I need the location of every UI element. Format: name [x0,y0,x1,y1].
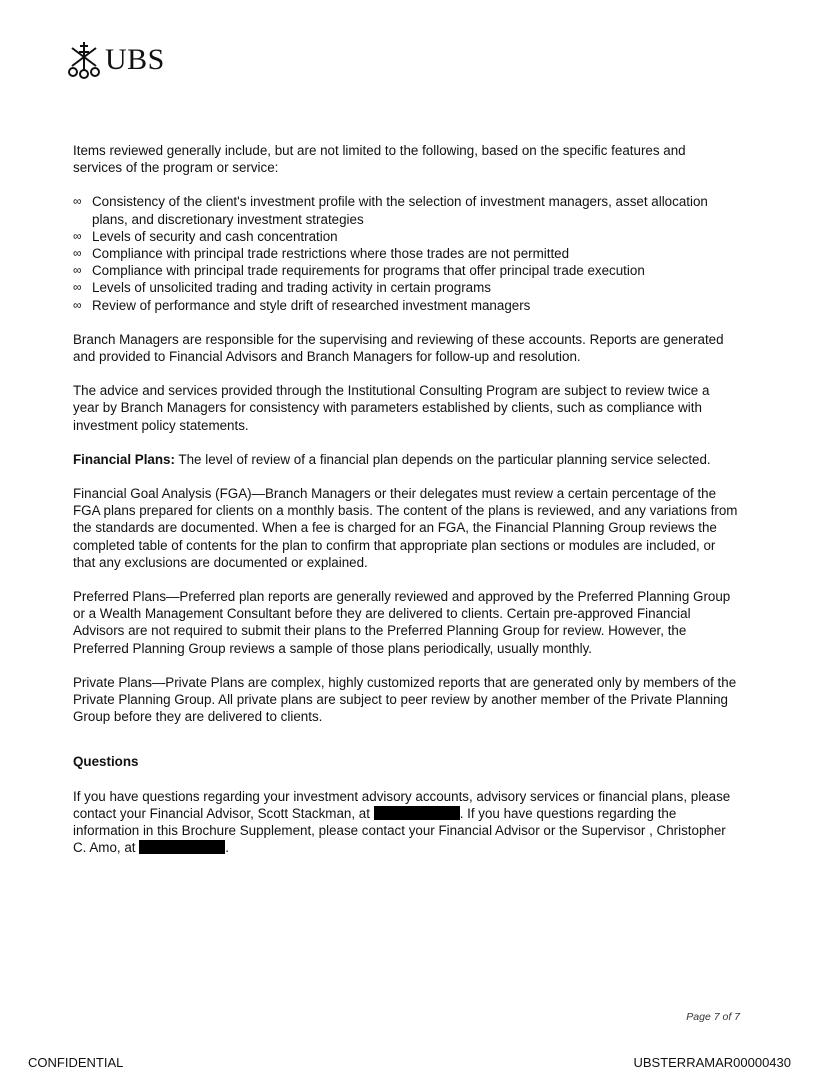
list-item [73,297,738,314]
brand-name: UBS [105,43,165,76]
list-item-text: Review of performance and style drift of researched investment managers [92,297,531,313]
list-item-text: Levels of security and cash concentration [92,228,338,244]
questions-text-1: If you have questions regarding your investment advisory accounts, advisory services or financial plans, please contact your Financial Advisor, Scott Stackman, at [73,788,731,821]
confidential-label: CONFIDENTIAL [28,1055,124,1070]
questions-paragraph [73,788,738,857]
branch-managers-paragraph: Branch Managers are responsible for the supervising and reviewing of these accounts. Reports are generated and provided to Financial Advisors and Branch Managers for follow-up and resolution. [73,331,724,365]
list-item [73,193,738,227]
redaction-box [374,806,460,820]
ubs-logo [67,40,165,80]
questions-text-2: . If you have questions regarding the information in this Brochure Supplement, please contact your Financial Advisor or the Supervisor , Christopher C. Amo, at [73,805,726,856]
questions-text-3: . [225,840,229,856]
infinity-bullet-icon: ∞ [73,297,82,312]
fga-paragraph: Financial Goal Analysis (FGA)—Branch Managers or their delegates must review a certain percentage of the FGA plans prepared for clients on a monthly basis. The content of the plans is reviewed, and any variations from the standards are documented. When a fee is charged for an FGA, the Financial Planning Group reviews the completed table of contents for the plan to confirm that appropriate plan sections or modules are included, or that any exclusions are documented or explained. [73,486,738,570]
institutional-consulting-paragraph: The advice and services provided through the Institutional Consulting Program are subject to review twice a year by Branch Managers for consistency with parameters established by clients, such as compliance with investment policy statements. [73,383,710,433]
infinity-bullet-icon: ∞ [73,280,82,295]
financial-plans-paragraph [73,451,738,468]
list-item [73,245,738,262]
private-plans-paragraph: Private Plans—Private Plans are complex, highly customized reports that are generated only by members of the Private Planning Group. All private plans are subject to peer review by another member of the Private Planning Group before they are delivered to clients. [73,674,737,725]
infinity-bullet-icon: ∞ [73,228,82,243]
preferred-plans-paragraph: Preferred Plans—Preferred plan reports are generally reviewed and approved by the Preferred Planning Group or a Wealth Management Consultant before they are delivered to clients. Certain pre-approved Financial Advisors are not required to submit their plans to the Preferred Planning Group for review. However, the Preferred Planning Group reviews a sample of those plans periodically, usually monthly. [73,589,731,656]
list-item [73,228,738,245]
list-item-text: Levels of unsolicited trading and trading activity in certain programs [92,280,491,296]
financial-plans-text: The level of review of a financial plan depends on the particular planning service selected. [174,451,711,467]
financial-plans-label: Financial Plans: [73,451,175,467]
questions-heading: Questions [73,754,139,770]
infinity-bullet-icon: ∞ [73,194,82,209]
list-item [73,279,738,296]
list-item-text: Compliance with principal trade requirements for programs that offer principal trade execution [92,263,645,279]
infinity-bullet-icon: ∞ [73,263,82,278]
intro-paragraph: Items reviewed generally include, but are not limited to the following, based on the specific features and services of the program or service: [73,143,686,176]
list-item [73,262,738,279]
infinity-bullet-icon: ∞ [73,246,82,261]
list-item-text: Compliance with principal trade restrictions where those trades are not permitted [92,246,570,262]
ubs-keys-icon [67,40,101,80]
review-items-list [73,193,738,313]
bates-number: UBSTERRAMAR00000430 [633,1055,791,1070]
document-body [73,142,738,874]
list-item-text: Consistency of the client's investment profile with the selection of investment managers, asset allocation plans, and discretionary investment strategies [92,194,708,227]
redaction-box [139,840,225,854]
page-number: Page 7 of 7 [686,1011,740,1023]
